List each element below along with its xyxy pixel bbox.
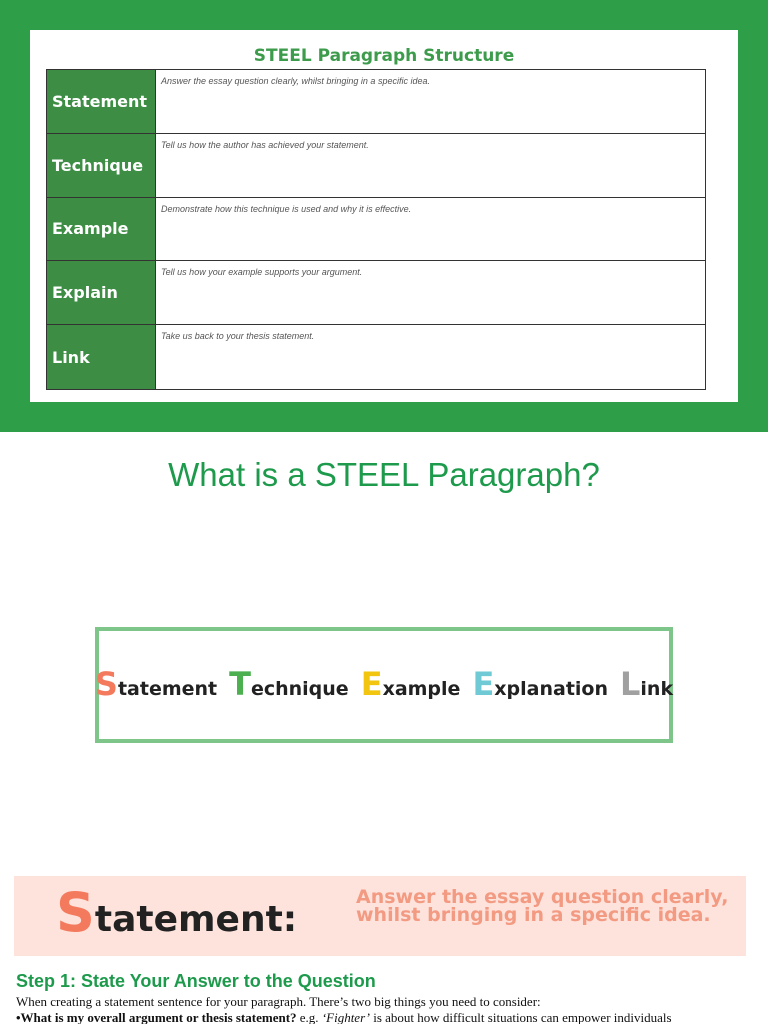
row-label: Statement — [47, 70, 156, 133]
statement-heading-rest: tatement: — [94, 899, 298, 940]
row-description: Answer the essay question clearly, whilst bringing in a specific idea. — [161, 76, 430, 86]
acronym-letter: E — [472, 665, 495, 703]
acronym-words — [94, 665, 674, 703]
header-band — [0, 0, 768, 432]
table-row — [47, 261, 705, 325]
step1-intro: When creating a statement sentence for your paragraph. There’s two big things you need to consider: — [16, 994, 541, 1009]
row-description: Take us back to your thesis statement. — [161, 331, 315, 342]
steel-table — [46, 69, 706, 390]
bullet-bold: •What is my overall argument or thesis statement? — [16, 1010, 297, 1024]
acronym-rest: echnique — [250, 678, 349, 700]
acronym-letter: S — [94, 665, 118, 703]
table-row — [47, 70, 705, 134]
acronym-word-statement — [95, 665, 217, 703]
acronym-word-explanation — [472, 665, 608, 703]
table-row — [47, 325, 705, 389]
steel-structure-card — [30, 30, 738, 402]
row-description: Demonstrate how this technique is used and why it is effective. — [161, 203, 412, 214]
table-row — [47, 134, 705, 198]
row-label: Link — [47, 325, 156, 389]
statement-heading — [56, 881, 298, 944]
row-label: Technique — [47, 134, 156, 197]
acronym-letter: T — [229, 665, 251, 703]
bullet-title: ‘Fighter’ — [321, 1010, 370, 1024]
acronym-word-technique — [229, 665, 349, 703]
acronym-letter: E — [360, 665, 383, 703]
card-title: STEEL Paragraph Structure — [253, 46, 515, 66]
acronym-rest: ink — [640, 678, 674, 700]
acronym-rest: tatement — [117, 678, 218, 700]
statement-cap-letter: S — [56, 881, 95, 944]
row-label: Explain — [47, 261, 156, 324]
acronym-rest: xplanation — [494, 678, 609, 700]
steel-acronym-banner — [95, 627, 673, 743]
page-headline: What is a STEEL Paragraph? — [168, 456, 600, 493]
step1-heading: Step 1: State Your Answer to the Question — [16, 971, 376, 991]
row-description: Tell us how your example supports your argument. — [161, 267, 363, 278]
acronym-letter: L — [620, 665, 641, 703]
acronym-rest: xample — [382, 678, 461, 700]
table-row — [47, 198, 705, 262]
acronym-word-example — [361, 665, 461, 703]
statement-banner — [14, 876, 746, 956]
statement-definition: Answer the essay question clearly, whilst bringing in a specific idea. — [356, 886, 729, 926]
row-description: Tell us how the author has achieved your statement. — [161, 139, 369, 150]
bullet-eg: e.g. — [296, 1010, 322, 1024]
acronym-word-link — [620, 665, 673, 703]
bullet-rest: is about how difficult situations can empower individuals — [369, 1010, 672, 1024]
row-label: Example — [47, 198, 156, 261]
step1-bullet — [16, 1010, 672, 1024]
